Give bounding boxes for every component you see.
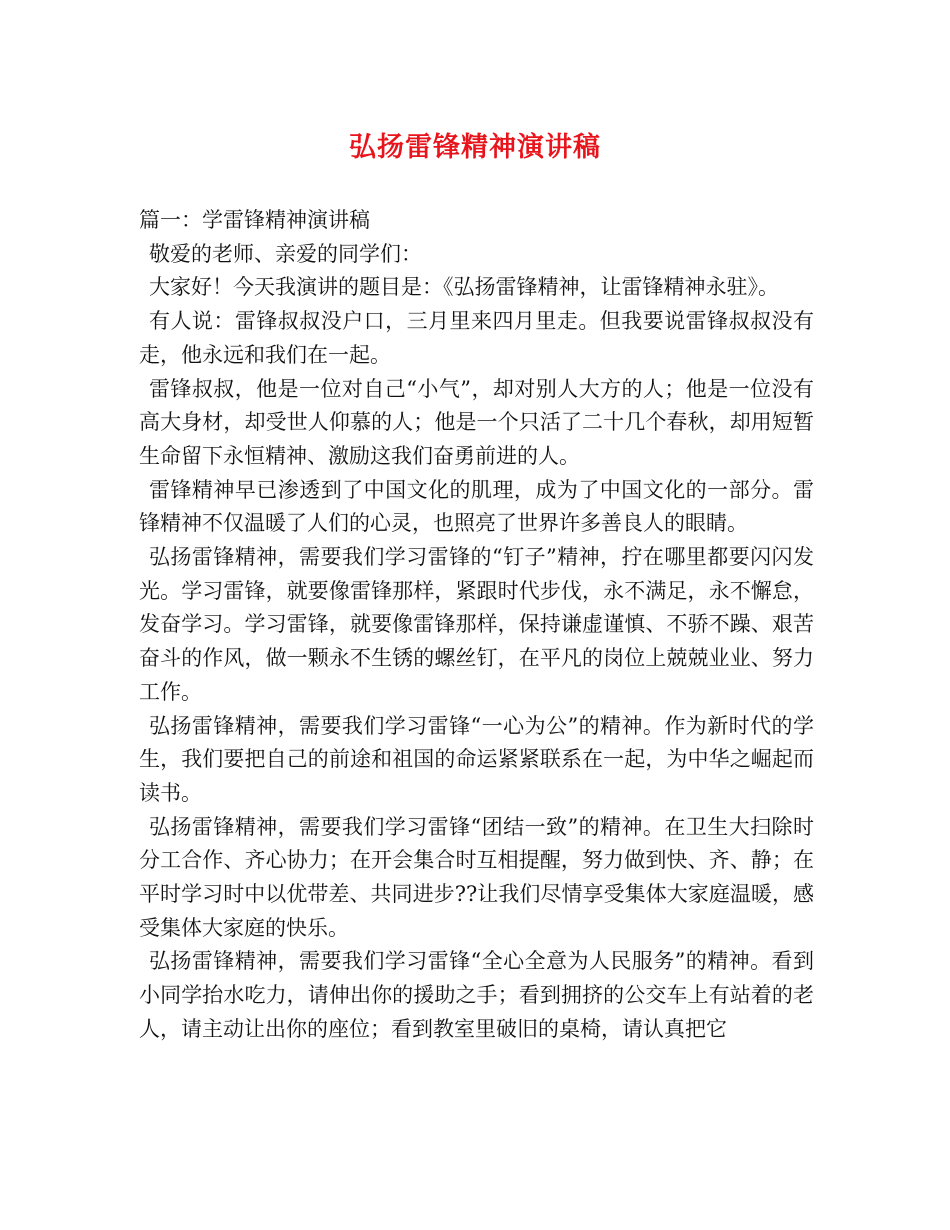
body-paragraph: 弘扬雷锋精神，需要我们学习雷锋“团结一致”的精神。在卫生大扫除时分工合作、齐心协力；在开会集合时互相提醒，努力做到快、齐、静；在平时学习时中以优带差、共同进步??让我们尽情享受集体大家庭温暖，感受集体大家庭的快乐。: [139, 814, 814, 940]
body-paragraph: 有人说：雷锋叔叔没户口，三月里来四月里走。但我要说雷锋叔叔没有走，他永远和我们在一起。: [139, 309, 814, 367]
body-paragraph: 弘扬雷锋精神，需要我们学习雷锋“全心全意为人民服务”的精神。看到小同学抬水吃力，请伸出你的援助之手；看到拥挤的公交车上有站着的老人，请主动让出你的座位；看到教室里破旧的桌椅，请认真把它: [139, 949, 814, 1041]
section-heading: 篇一：学雷锋精神演讲稿: [139, 208, 370, 232]
body-paragraph: 大家好！今天我演讲的题目是：《弘扬雷锋精神，让雷锋精神永驻》。: [149, 275, 779, 300]
salutation: 敬爱的老师、亲爱的同学们：: [149, 241, 422, 266]
body-paragraph: 弘扬雷锋精神，需要我们学习雷锋的“钉子”精神，拧在哪里都要闪闪发光。学习雷锋，就要像雷锋那样，紧跟时代步伐，永不满足，永不懈怠，发奋学习。学习雷锋，就要像雷锋那样，保持谦虚谨慎、不骄不躁、艰苦奋斗的作风，做一颗永不生锈的螺丝钉，在平凡的岗位上兢兢业业、努力工作。: [139, 545, 814, 704]
body-paragraph: 雷锋精神早已渗透到了中国文化的肌理，成为了中国文化的一部分。雷锋精神不仅温暖了人们的心灵，也照亮了世界许多善良人的眼睛。: [139, 477, 814, 536]
document-title: 弘扬雷锋精神演讲稿: [349, 132, 601, 163]
body-paragraph: 雷锋叔叔，他是一位对自己“小气”，却对别人大方的人；他是一位没有高大身材，却受世人仰慕的人；他是一个只活了二十几个春秋，却用短暂生命留下永恒精神、激励这我们奋勇前进的人。: [139, 376, 814, 468]
document-body: [139, 204, 814, 1047]
body-paragraph: 弘扬雷锋精神，需要我们学习雷锋“一心为公”的精神。作为新时代的学生，我们要把自己的前途和祖国的命运紧紧联系在一起，为中华之崛起而读书。: [139, 713, 814, 805]
